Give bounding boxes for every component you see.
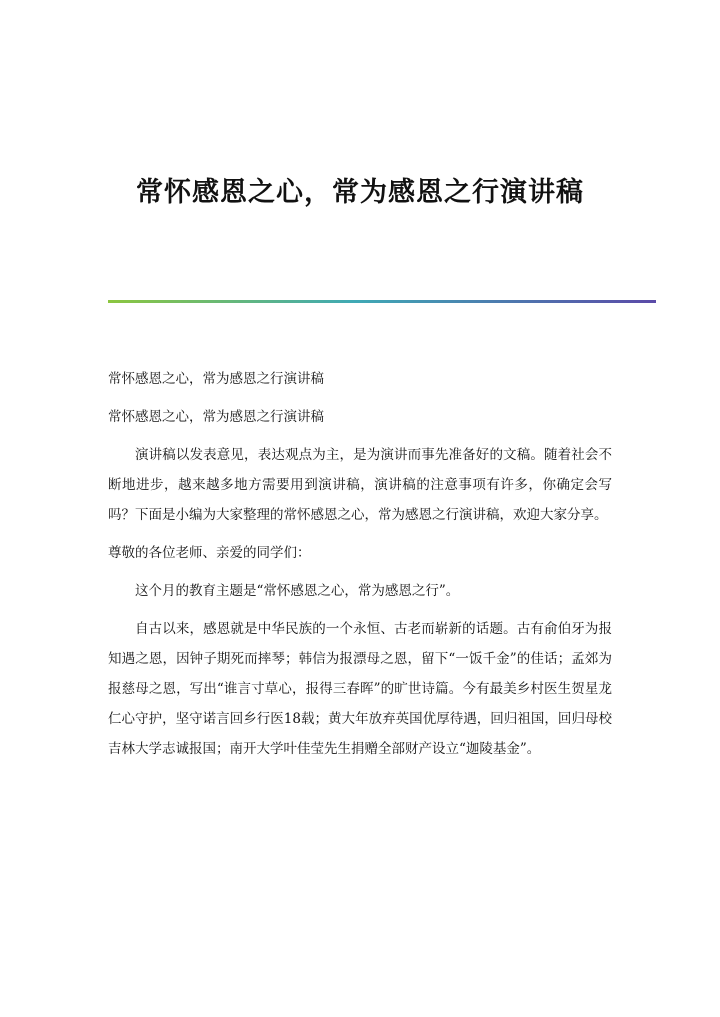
body-paragraph: 演讲稿以发表意见，表达观点为主，是为演讲而事先准备好的文稿。随着社会不断地进步，越来越多地方需要用到演讲稿，演讲稿的注意事项有许多，你确定会写吗？下面是小编为大家整理的常怀感恩之心，常为感恩之行演讲稿，欢迎大家分享。	[108, 447, 612, 523]
salutation: 尊敬的各位老师、亲爱的同学们：	[108, 545, 311, 561]
body-paragraph: 自古以来，感恩就是中华民族的一个永恒、古老而崭新的话题。古有俞伯牙为报知遇之恩，因钟子期死而摔琴；韩信为报漂母之恩，留下“一饭千金”的佳话；孟郊为报慈母之恩，写出“谁言寸草心，报得三春晖”的旷世诗篇。今有最美乡村医生贺星龙仁心守护，坚守诺言回乡行医18载；黄大年放弃英国优厚待遇，回归祖国，回归母校吉林大学志诚报国；南开大学叶佳莹先生捐赠全部财产设立“迦陵基金”。	[108, 621, 612, 757]
document-title: 常怀感恩之心，常为感恩之行演讲稿	[136, 177, 584, 208]
body-paragraph: 常怀感恩之心，常为感恩之行演讲稿	[108, 371, 324, 387]
body-paragraph: 常怀感恩之心，常为感恩之行演讲稿	[108, 409, 324, 425]
title-divider	[108, 300, 656, 303]
body-paragraph: 这个月的教育主题是“常怀感恩之心，常为感恩之行”。	[135, 583, 460, 599]
document-body	[108, 364, 612, 772]
